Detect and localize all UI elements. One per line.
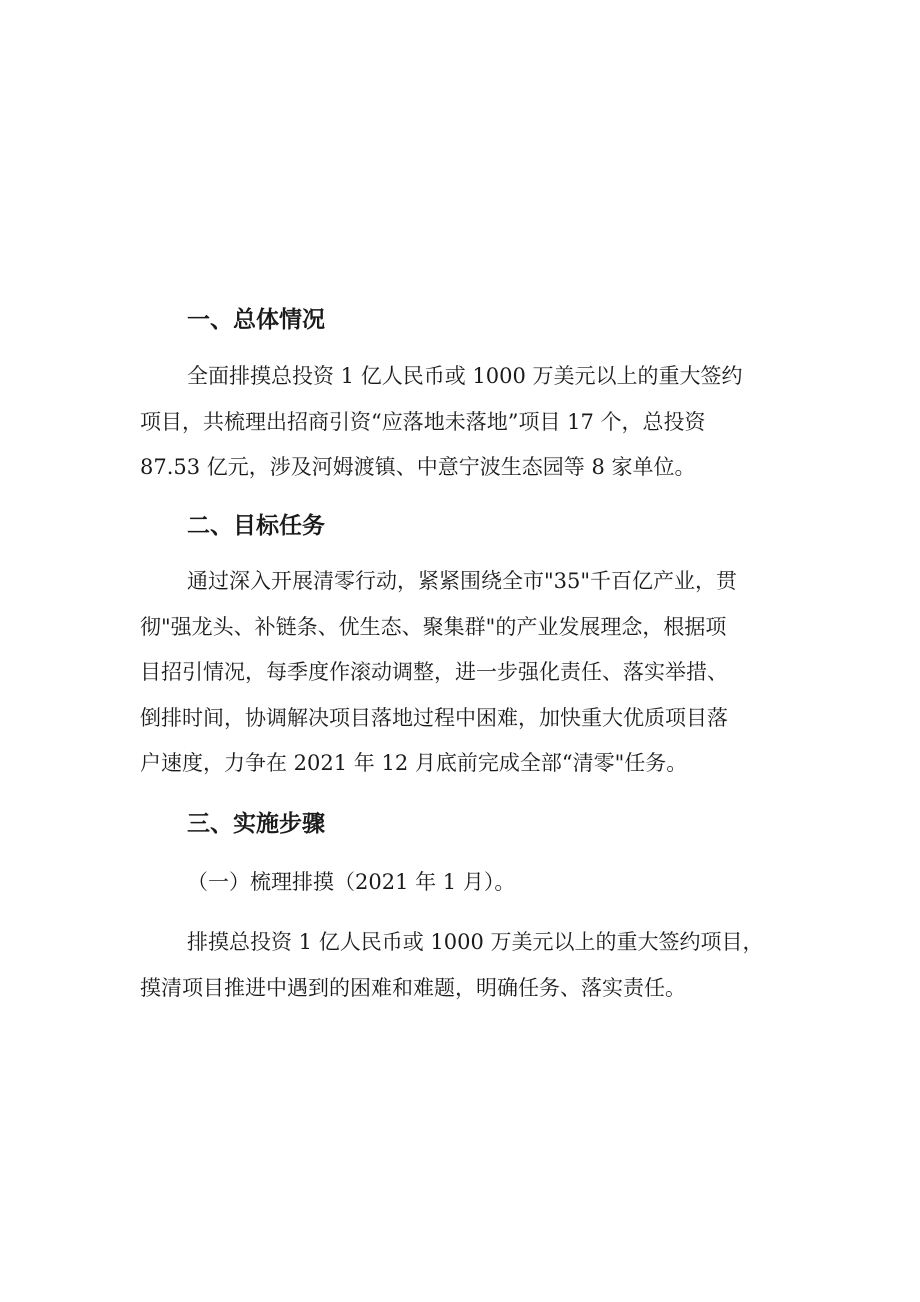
section-paragraph-steps xyxy=(140,920,790,1011)
paragraph-line: 全面排摸总投资 1 亿人民币或 1000 万美元以上的重大签约 xyxy=(187,364,743,388)
paragraph-line: 项目，共梳理出招商引资“应落地未落地”项目 17 个，总投资 xyxy=(140,409,706,434)
paragraph-line: 通过深入开展清零行动，紧紧围绕全市"35"千百亿产业，贯 xyxy=(187,569,738,593)
paragraph-line: 目招引情况，每季度作滚动调整，进一步强化责任、落实举措、 xyxy=(140,660,728,685)
section-paragraph-goals xyxy=(140,559,790,787)
section-paragraph-overview xyxy=(140,354,790,491)
section-heading-steps: 三、实施步骤 xyxy=(187,811,325,837)
section-heading-overview: 一、总体情况 xyxy=(187,307,325,333)
paragraph-line: 排摸总投资 1 亿人民币或 1000 万美元以上的重大签约项目， xyxy=(187,930,764,954)
paragraph-line: 87.53 亿元，涉及河姆渡镇、中意宁波生态园等 8 家单位。 xyxy=(140,455,696,480)
section-heading-goals: 二、目标任务 xyxy=(187,513,325,539)
paragraph-line: 倒排时间，协调解决项目落地过程中困难，加快重大优质项目落 xyxy=(140,705,728,730)
paragraph-line: 摸清项目推进中遇到的困难和难题，明确任务、落实责任。 xyxy=(140,975,686,1000)
paragraph-line: 彻"强龙头、补链条、优生态、聚集群"的产业发展理念，根据项 xyxy=(140,614,727,639)
paragraph-line: 户速度，力争在 2021 年 12 月底前完成全部“清零"任务。 xyxy=(140,751,688,776)
subsection-heading-sorting: （一）梳理排摸（2021 年 1 月）。 xyxy=(187,870,516,894)
